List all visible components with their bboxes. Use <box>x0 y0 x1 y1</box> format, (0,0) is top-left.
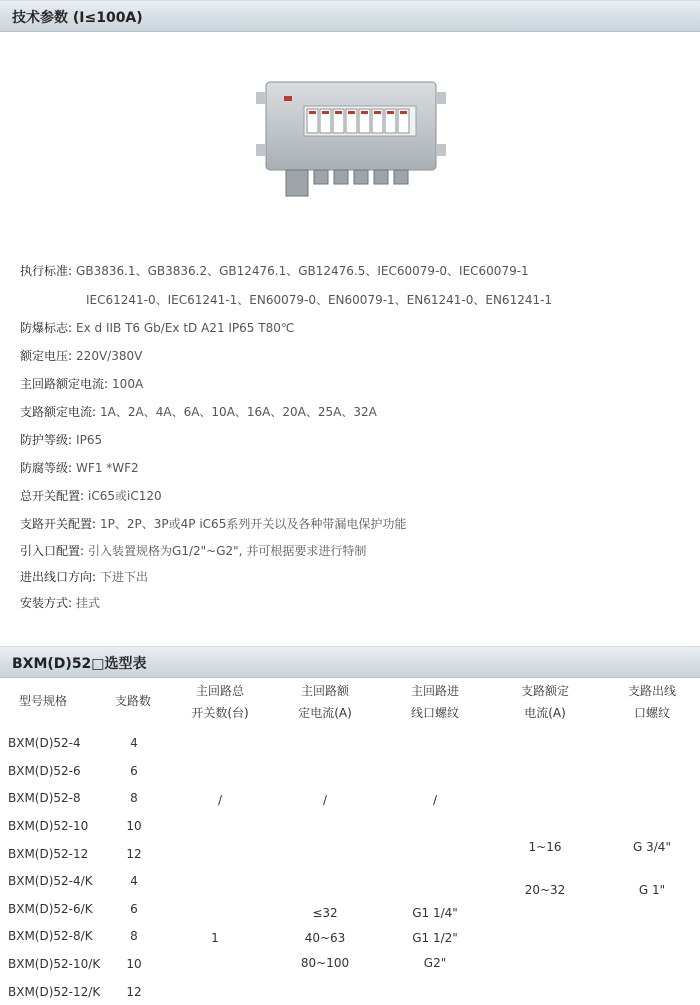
main-thread-none: / <box>432 793 438 807</box>
header-main-thread: 主回路进 线口螺纹 <box>410 684 459 720</box>
main-switch-none: / <box>217 793 223 807</box>
header-branch-thread: 支路出线 口螺纹 <box>627 684 676 720</box>
row-model: BXM(D)52-12/K <box>8 985 101 999</box>
param-row: 执行标准: GB3836.1、GB3836.2、GB12476.1、GB12476.5、IEC60079-0、IEC60079-1 <box>20 264 529 278</box>
row-count: 6 <box>130 902 138 916</box>
row-count: 8 <box>130 791 138 805</box>
row-model: BXM(D)52-4/K <box>8 874 93 888</box>
param-row: 安装方式: 挂式 <box>20 596 101 610</box>
section-title: 技术参数 (I≤100A) <box>12 10 143 26</box>
row-count: 4 <box>130 736 138 750</box>
main-switch-k: 1 <box>211 931 219 945</box>
section-header-tech-params <box>0 0 700 32</box>
param-row: 防护等级: IP65 <box>20 433 103 447</box>
row-model: BXM(D)52-10 <box>8 819 89 833</box>
section-header-selection-table <box>0 646 700 678</box>
param-row: 引入口配置: 引入装置规格为G1/2"~G2", 并可根据要求进行特制 <box>20 544 367 558</box>
branch-current: 20~32 <box>524 883 566 897</box>
param-row: 防爆标志: Ex d IIB T6 Gb/Ex tD A21 IP65 T80℃ <box>20 321 295 335</box>
row-count: 6 <box>130 764 138 778</box>
row-count: 12 <box>126 985 142 999</box>
main-current-k: 40~63 <box>304 931 346 945</box>
distribution-box-image <box>248 80 448 210</box>
param-row: 总开关配置: iC65或iC120 <box>20 489 162 503</box>
row-model: BXM(D)52-6 <box>8 764 81 778</box>
row-count: 10 <box>126 819 142 833</box>
row-model: BXM(D)52-6/K <box>8 902 93 916</box>
main-thread-k: G1 1/2" <box>412 931 458 945</box>
branch-thread: G 1" <box>638 883 666 897</box>
row-model: BXM(D)52-4 <box>8 736 81 750</box>
param-row: 主回路额定电流: 100A <box>20 377 144 391</box>
header-main-current: 主回路额 定电流(A) <box>298 684 352 720</box>
param-row: 支路额定电流: 1A、2A、4A、6A、10A、16A、20A、25A、32A <box>20 405 377 419</box>
row-model: BXM(D)52-8 <box>8 791 81 805</box>
main-thread-k: G1 1/4" <box>412 906 458 920</box>
param-row: 防腐等级: WF1 *WF2 <box>20 461 139 475</box>
param-row: IEC61241-0、IEC61241-1、EN60079-0、EN60079-1、EN61241-0、EN61241-1 <box>86 293 553 307</box>
row-count: 8 <box>130 929 138 943</box>
branch-current: 1~16 <box>528 840 562 854</box>
section-title: BXM(D)52□选型表 <box>12 656 147 672</box>
header-model: 型号规格 <box>18 694 67 708</box>
selection-table <box>0 680 700 1005</box>
row-count: 4 <box>130 874 138 888</box>
row-model: BXM(D)52-10/K <box>8 957 101 971</box>
row-count: 12 <box>126 847 142 861</box>
row-count: 10 <box>126 957 142 971</box>
branch-thread: G 3/4" <box>633 840 671 854</box>
main-current-k: 80~100 <box>300 956 350 970</box>
header-branch-count: 支路数 <box>114 694 151 708</box>
param-row: 进出线口方向: 下进下出 <box>20 570 149 584</box>
header-main-switch: 主回路总 开关数(台) <box>191 684 249 720</box>
param-row: 支路开关配置: 1P、2P、3P或4P iC65系列开关以及各种带漏电保护功能 <box>20 517 407 531</box>
param-row: 额定电压: 220V/380V <box>20 349 143 363</box>
row-model: BXM(D)52-8/K <box>8 929 93 943</box>
header-branch-current: 支路额定 电流(A) <box>520 684 569 720</box>
main-current-none: / <box>322 793 328 807</box>
row-model: BXM(D)52-12 <box>8 847 89 861</box>
main-thread-k: G2" <box>423 956 447 970</box>
main-current-k: ≤32 <box>312 906 338 920</box>
